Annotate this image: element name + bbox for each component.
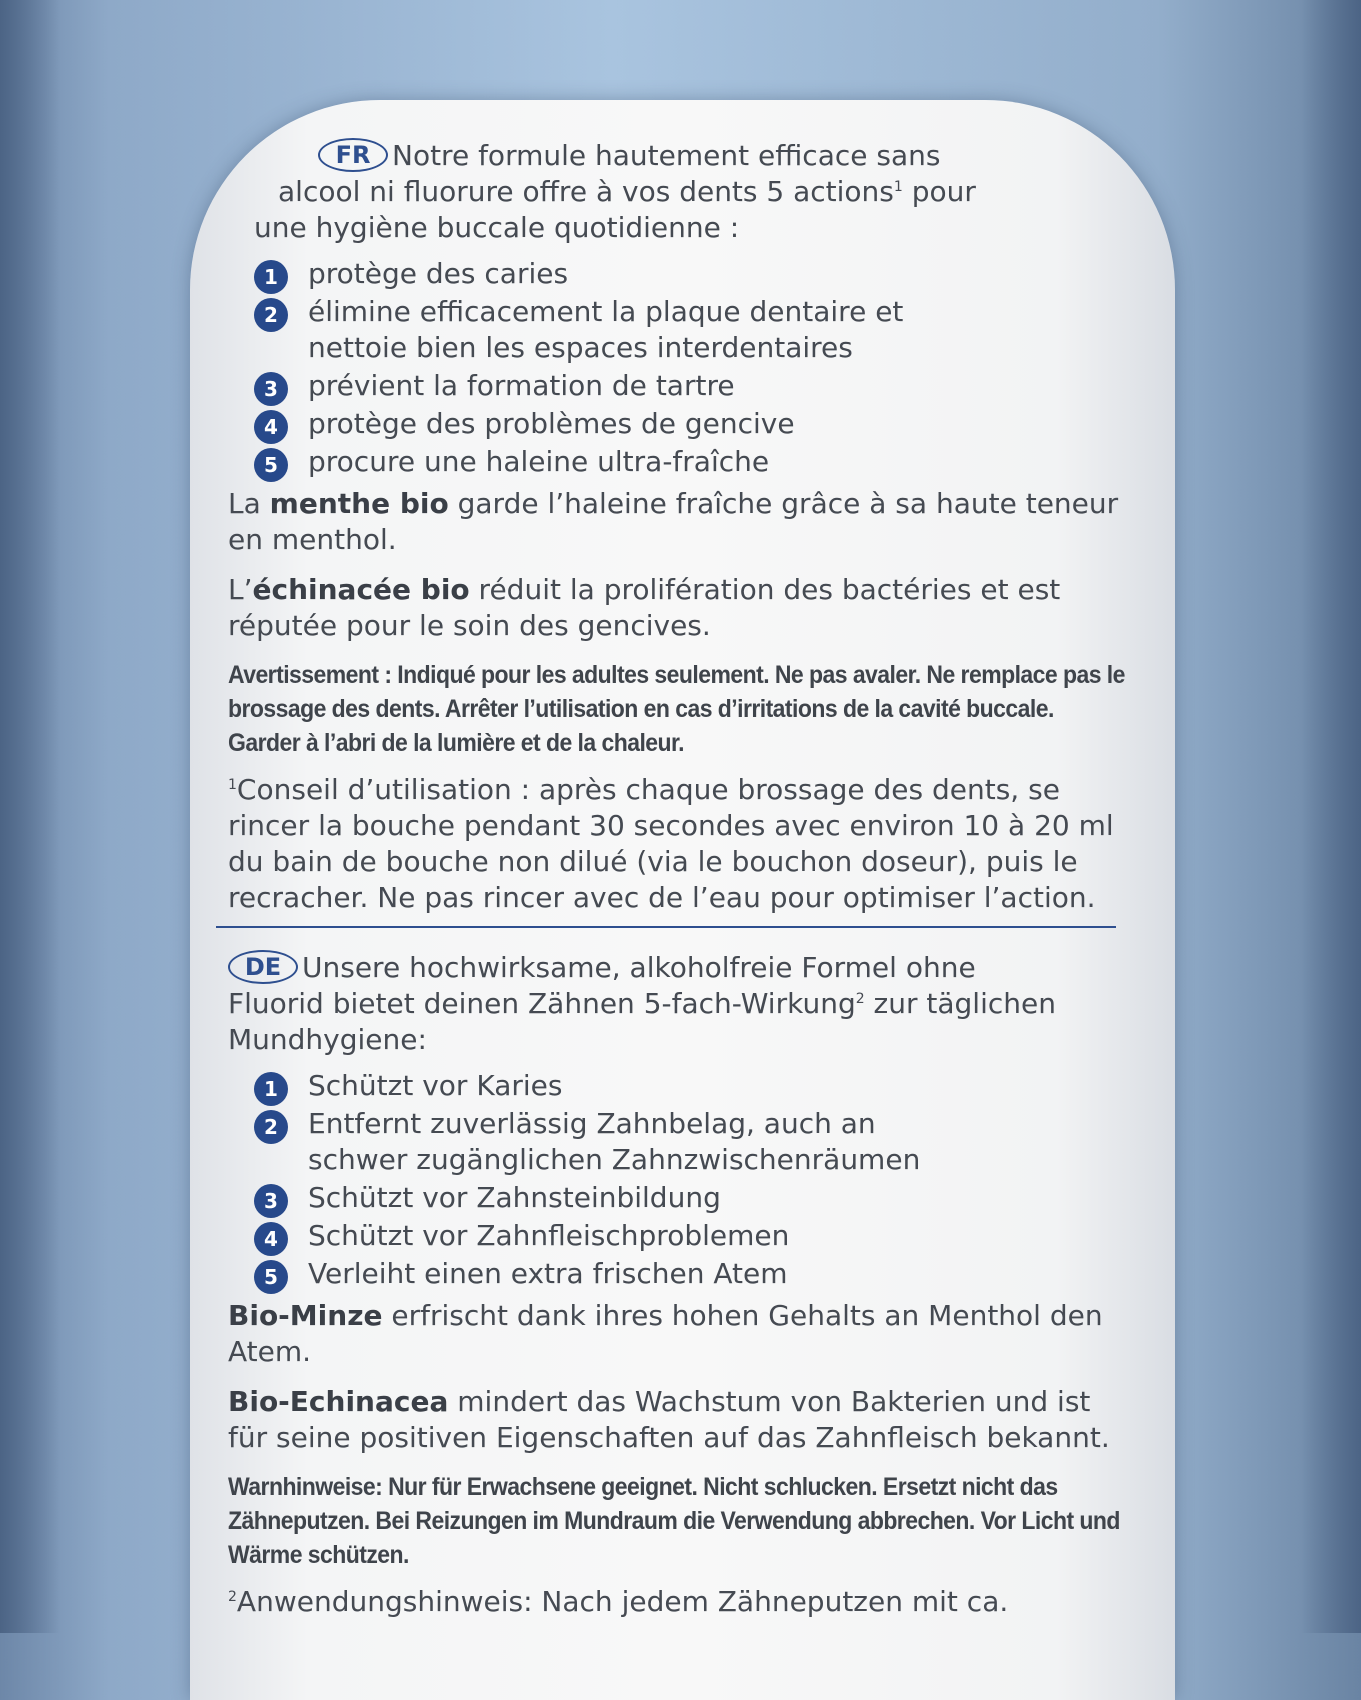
action-text: procure une haleine ultra-fraîche bbox=[308, 445, 770, 478]
list-item bbox=[254, 368, 1128, 404]
de-footnote-ref: 2 bbox=[855, 991, 865, 1007]
fr-echinacea-prefix: L’ bbox=[228, 573, 253, 606]
action-text: Verleiht einen extra frischen Atem bbox=[308, 1257, 788, 1290]
list-item bbox=[254, 1256, 1128, 1292]
de-intro-line2 bbox=[228, 986, 1128, 1022]
action-text: élimine efficacement la plaque dentaire et nettoie bien les espaces interdentaires bbox=[308, 295, 904, 364]
fr-warning: Avertissement : Indiqué pour les adultes seulement. Ne pas avaler. Ne remplace pas le brossage des dents. Arrêter l’utilisation en cas d’irritations de la cavité buccale. Garder à l’abri de la lumière et de la chaleur. bbox=[228, 661, 1125, 757]
de-echinacea-bold: Bio-Echinacea bbox=[228, 1385, 449, 1418]
de-intro-text2b: zur täglichen bbox=[864, 987, 1056, 1020]
list-item bbox=[254, 444, 1128, 480]
action-text: Schützt vor Zahnfleischproblemen bbox=[308, 1219, 790, 1252]
de-usage-footnote-mark: 2 bbox=[228, 1589, 237, 1605]
number-badge-icon: 4 bbox=[254, 1222, 288, 1256]
de-echinacea-text: mindert das Wachstum von Bakterien und ist für seine positiven Eigenschaften auf das Zahnfleisch bekannt. bbox=[228, 1385, 1110, 1454]
fr-action-list bbox=[228, 256, 1128, 480]
number-badge-icon: 3 bbox=[254, 1184, 288, 1218]
fr-usage-text: Conseil d’utilisation : après chaque brossage des dents, se rincer la bouche pendant 30 secondes avec environ 10 à 20 ml du bain de bouche non dilué (via le bouchon doseur), puis le recracher. Ne pas rincer avec de l’eau pour optimiser l’action. bbox=[228, 773, 1114, 914]
list-item bbox=[254, 294, 968, 366]
de-mint-bold: Bio-Minze bbox=[228, 1299, 383, 1332]
section-divider bbox=[216, 926, 1116, 928]
fr-intro bbox=[228, 138, 1128, 246]
action-text: protège des problèmes de gencive bbox=[308, 407, 795, 440]
de-usage-text: Anwendungshinweis: Nach jedem Zähneputzen mit ca. bbox=[236, 1585, 1009, 1618]
fr-mint-paragraph bbox=[228, 486, 1128, 558]
fr-intro-line3: une hygiène buccale quotidienne : bbox=[254, 211, 740, 244]
fr-usage-footnote-mark: 1 bbox=[228, 777, 237, 793]
de-intro-line3: Mundhygiene: bbox=[228, 1023, 427, 1056]
fr-mint-prefix: La bbox=[228, 487, 270, 520]
de-warning: Warnhinweise: Nur für Erwachsene geeignet. Nicht schlucken. Ersetzt nicht das Zähneputzen. Bei Reizungen im Mundraum die Verwendung abbrechen. Vor Licht und Wärme schützen. bbox=[228, 1473, 1120, 1569]
list-item bbox=[254, 256, 1128, 292]
fr-mint-text: garde l’haleine fraîche grâce à sa haute teneur en menthol. bbox=[228, 487, 1119, 556]
de-mint-paragraph bbox=[228, 1298, 1128, 1370]
fr-intro-line2 bbox=[228, 174, 1128, 210]
de-intro bbox=[228, 950, 1128, 1058]
number-badge-icon: 3 bbox=[254, 372, 288, 406]
number-badge-icon: 1 bbox=[254, 260, 288, 294]
fr-intro-text1: Notre formule hautement efficace sans bbox=[392, 139, 941, 172]
number-badge-icon: 2 bbox=[254, 298, 288, 332]
action-text: prévient la formation de tartre bbox=[308, 369, 735, 402]
de-language-badge: DE bbox=[228, 950, 298, 984]
number-badge-icon: 2 bbox=[254, 1110, 288, 1144]
de-action-list bbox=[228, 1068, 1128, 1292]
fr-echinacea-paragraph bbox=[228, 572, 1128, 644]
de-echinacea-paragraph bbox=[228, 1384, 1128, 1456]
fr-echinacea-bold: échinacée bio bbox=[252, 573, 470, 606]
list-item bbox=[254, 1218, 1128, 1254]
de-intro-text1: Unsere hochwirksame, alkoholfreie Formel ohne bbox=[302, 951, 976, 984]
action-text: Schützt vor Karies bbox=[308, 1069, 563, 1102]
de-intro-text2a: Fluorid bietet deinen Zähnen 5-fach-Wirkung bbox=[228, 987, 856, 1020]
fr-footnote-ref: 1 bbox=[893, 179, 903, 195]
fr-language-badge: FR bbox=[318, 138, 388, 172]
label-text bbox=[228, 138, 1128, 1630]
bottle-edge-left bbox=[0, 0, 60, 1633]
number-badge-icon: 5 bbox=[254, 448, 288, 482]
action-text: protège des caries bbox=[308, 257, 569, 290]
fr-echinacea-text: réduit la prolifération des bactéries et est réputée pour le soin des gencives. bbox=[228, 573, 1061, 642]
fr-intro-text2a: alcool ni fluorure offre à vos dents 5 actions bbox=[278, 175, 894, 208]
fr-intro-line1 bbox=[228, 138, 1128, 174]
number-badge-icon: 4 bbox=[254, 410, 288, 444]
list-item bbox=[254, 1180, 1128, 1216]
fr-intro-text2b: pour bbox=[902, 175, 976, 208]
de-usage-paragraph bbox=[228, 1584, 1128, 1620]
de-mint-text: erfrischt dank ihres hohen Gehalts an Menthol den Atem. bbox=[228, 1299, 1103, 1368]
fr-usage-paragraph bbox=[228, 772, 1128, 916]
list-item bbox=[254, 406, 1128, 442]
bottle-edge-right bbox=[1301, 0, 1361, 1633]
fr-mint-bold: menthe bio bbox=[269, 487, 449, 520]
list-item bbox=[254, 1068, 1128, 1104]
number-badge-icon: 1 bbox=[254, 1072, 288, 1106]
action-text: Entfernt zuverlässig Zahnbelag, auch an schwer zugänglichen Zahnzwischenräumen bbox=[308, 1107, 921, 1176]
action-text: Schützt vor Zahnsteinbildung bbox=[308, 1181, 721, 1214]
number-badge-icon: 5 bbox=[254, 1260, 288, 1294]
list-item bbox=[254, 1106, 968, 1178]
de-intro-line1 bbox=[228, 950, 1128, 986]
